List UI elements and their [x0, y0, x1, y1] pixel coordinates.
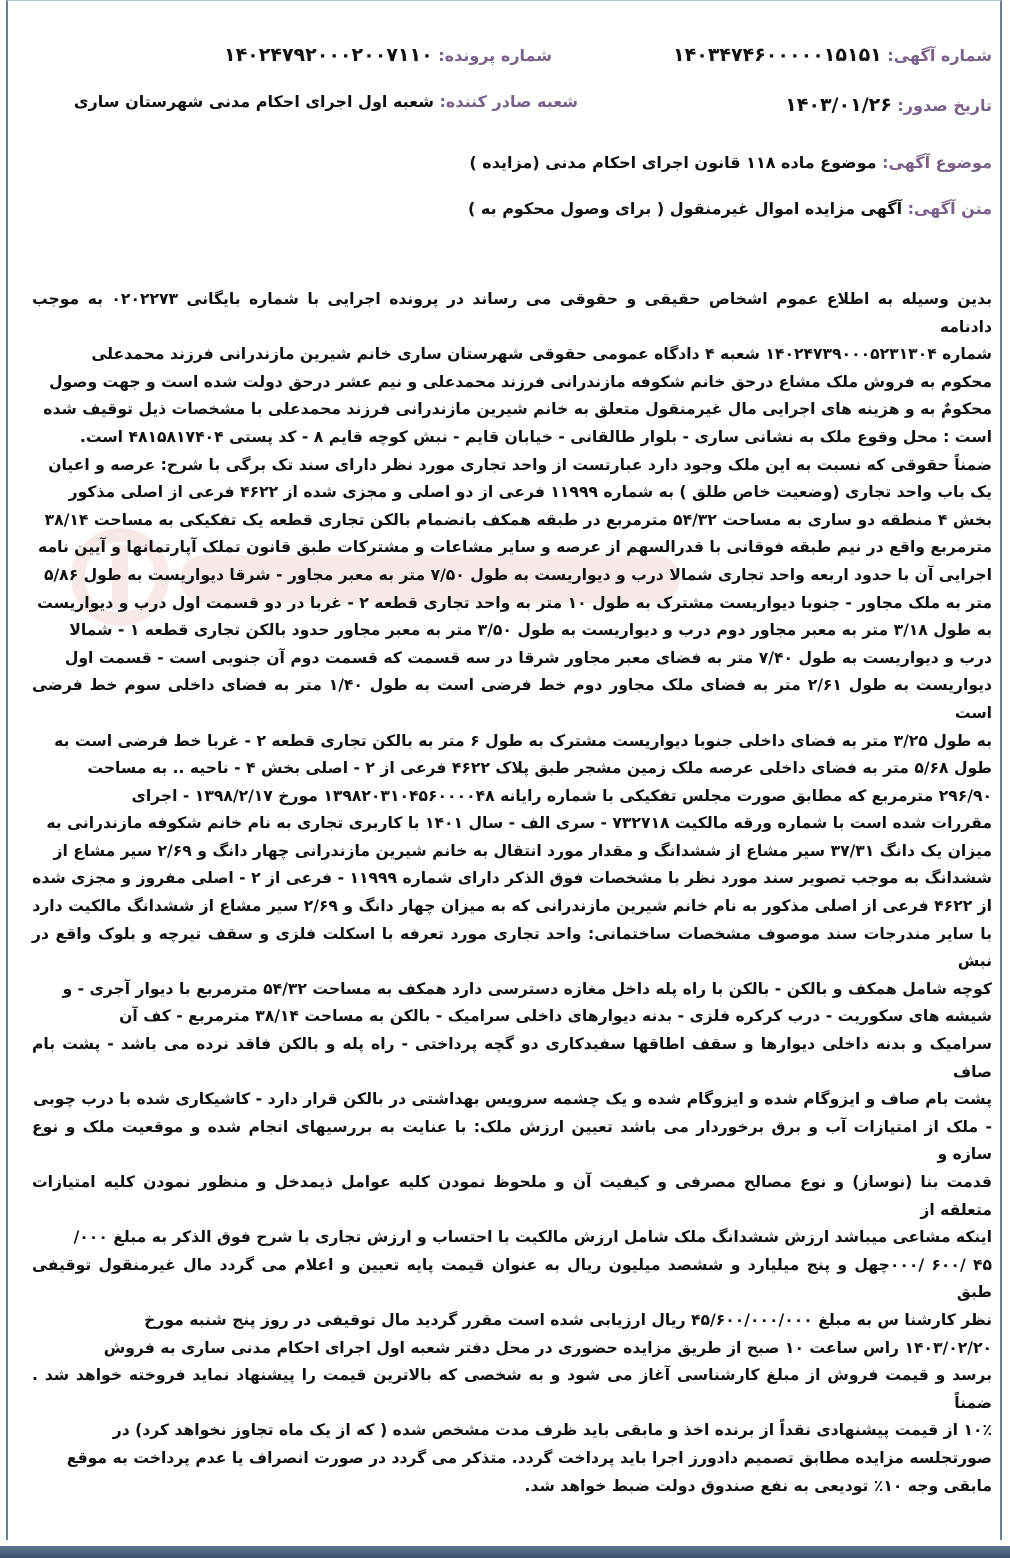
subject-value: موضوع ماده ۱۱۸ قانون اجرای احکام مدنی (مزایده )	[469, 153, 877, 172]
ad-number	[673, 44, 992, 66]
file-number-value: ۱۴۰۲۴۷۹۲۰۰۰۲۰۰۷۱۱۰	[223, 44, 433, 66]
body-line: دیواریست به طول ۲/۶۱ متر به فضای ملک مجاور دوم خط فرضی است به طول ۱/۴۰ متر به فضای داخلی سوم خط فرضی است	[32, 676, 992, 722]
body-line: به طول ۳/۱۸ متر به معبر مجاور دوم درب و دیواریست به طول ۳/۵۰ متر به معبر مجاور حدود بالکن تجاری قطعه ۱ - شمالا	[69, 621, 992, 640]
body-line: درب و دیواریست به طول ۷/۴۰ متر به فضای معبر مجاور شرقا در سه قسمت که قسمت دوم آن جنوبی است - قسمت اول	[64, 648, 992, 667]
body-line: مقررات شده است با شماره ورقه مالکیت ۷۳۲۷۱۸ - سری الف - سال ۱۴۰۱ با کاربری تجاری به نام خانم شکوفه مازندرانی به	[46, 814, 992, 833]
issue-date-value: ۱۴۰۳/۰۱/۲۶	[785, 94, 892, 116]
issuer	[74, 92, 578, 111]
body-line: شماره ۱۴۰۲۴۷۳۹۰۰۰۵۲۳۱۳۰۴ شعبه ۴ دادگاه عمومی حقوقی شهرستان ساری خانم شیرین مازندرانی فرزند محمدعلی	[91, 345, 992, 364]
body-line: طول ۵/۶۸ متر به فضای داخلی عرصه ملک زمین مشجر طبق پلاک ۴۶۲۲ فرعی از ۲ - اصلی بخش ۴ - ناحیه .. به مساحت	[87, 759, 992, 778]
body-line: اینکه مشاعی میباشد ارزش ششدانگ ملک شامل ارزش مالکیت با احتساب و ارزش تجاری با شرح فوق الذکر به مبلغ ۰۰۰/	[73, 1228, 992, 1247]
body-line: محکوم به فروش ملک مشاع درحق خانم شکوفه مازندرانی فرزند محمدعلی و نیم عشر درحق دولت شده است و جهت وصول	[49, 372, 992, 391]
issuer-label: شعبه صادر کننده:	[439, 92, 578, 111]
issuer-value: شعبه اول اجرای احکام مدنی شهرستان ساری	[73, 92, 434, 111]
body-line: به طول ۳/۲۵ متر به فضای داخلی جنوبا دیواریست مشترک به طول ۶ متر به بالکن تجاری قطعه ۲ - غربا خط فرضی است به	[54, 731, 992, 750]
body-line: مابقی وجه ۱۰٪ تودیعی به نفع صندوق دولت ضبط خواهد شد.	[524, 1476, 992, 1495]
body-line: نظر کارشنا س به مبلغ ۴۵/۶۰۰/۰۰۰/۰۰۰ ریال ارزیابی شده است مقرر گردید مال توقیفی در روز پنج شنبه مورخ	[144, 1310, 992, 1329]
ad-subject	[469, 153, 992, 172]
bottom-bar	[0, 1546, 1010, 1558]
body-line: صورتجلسه مزایده مطابق تصمیم دادورز اجرا باید پرداخت گردد. متذکر می گردد در صورت انصراف یا عدم پرداخت به موقع	[66, 1448, 992, 1467]
file-number	[224, 44, 552, 66]
body-line: ضمناً حقوقی که نسبت به این ملک وجود دارد عبارتست از واحد تجاری مورد نظر دارای سند تک برگی با شرح: عرصه و اعیان	[48, 455, 992, 474]
issue-date	[785, 94, 992, 116]
ad-number-value: ۱۴۰۳۴۷۴۶۰۰۰۰۰۱۵۱۵۱	[673, 44, 882, 66]
body-line: با سایر مندرجات سند موصوف مشخصات ساختمانی: واحد تجاری مورد تعرفه با اسکلت فلزی و سقف تیرچه و بلوک واقع در نبش	[32, 924, 992, 971]
body-line: میزان یک دانگ ۳۷/۳۱ سیر مشاع از ششدانگ و مقدار مورد انتقال به خانم شیرین مازندرانی چهار دانگ و ۲/۶۹ سیر مشاع از	[53, 841, 992, 860]
body-line: - ملک از امتیازات آب و برق برخوردار می باشد تعیین ارزش ملک: با عنایت به بررسیهای انجام شده و موقعیت ملک و نوع سازه و	[32, 1117, 992, 1164]
body-line: است : محل وقوع ملک به نشانی ساری - بلوار طالقانی - خیابان قایم - نبش کوچه قایم ۸ - کد پستی ۴۸۱۵۸۱۷۴۰۴ است.	[79, 427, 992, 446]
body-line: شیشه های سکوریت - درب کرکره فلزی - بدنه دیوارهای داخلی سرامیک - بالکن به مساحت ۳۸/۱۴ مترمربع - کف آن	[119, 1007, 992, 1026]
body-line: از ۴۶۲۲ فرعی از اصلی مذکور به نام خانم شیرین مازندرانی که به میزان چهار دانگ و ۲/۶۹ سیر مشاع از ششدانگ مالکیت دارد	[32, 897, 992, 916]
body-line: قدمت بنا (نوساز) و نوع مصالح مصرفی و کیفیت آن و ملحوظ نمودن کلیه عوامل ذیمدخل و منظور نمودن کلیه امتیازات متعلقه از	[32, 1173, 992, 1219]
text-value: آگهی مزایده اموال غیرمنقول ( برای وصول محکوم به )	[468, 199, 903, 218]
issue-date-label: تاریخ صدور:	[897, 96, 992, 115]
body-line: ششدانگ به موجب تصویر سند مورد نظر با مشخصات فوق الذکر دارای شماره ۱۱۹۹۹ - فرعی از ۲ - اصلی مفروز و مجزی شده	[32, 869, 992, 888]
body-line: اجرایی آن با حدود اربعه واحد تجاری شمالا درب و دیواریست به طول ۷/۵۰ متر به معبر مجاور - شرقا دیواریست به طول ۵/۸۶	[43, 565, 992, 584]
body-line: سرامیک و بدنه داخلی دیوارها و سقف اطاقها سفیدکاری دو گچه پرداختی - راه پله و بالکن فاقد نرده می باشد - پشت بام صاف	[32, 1035, 992, 1081]
body-line: ۱۴۰۳/۰۲/۲۰ راس ساعت ۱۰ صبح از طریق مزایده حضوری در محل دفتر شعبه اول اجرای احکام مدنی ساری به فروش	[103, 1338, 992, 1357]
ad-number-label: شماره آگهی:	[887, 46, 992, 65]
text-label: متن آگهی:	[907, 199, 992, 218]
ad-body	[32, 286, 992, 1500]
body-line: پشت بام صاف و ایزوگام شده و ایزوگام شده و یک چشمه سرویس بهداشتی در بالکن قرار دارد - کاشیکاری شده با درب چوبی	[33, 1090, 992, 1109]
ad-text-title	[468, 199, 992, 218]
file-number-label: شماره پرونده:	[438, 46, 552, 65]
body-line: برسد و قیمت فروش از مبلغ کارشناسی آغاز می شود و به شخصی که بالاترین قیمت را پیشنهاد نماید فروخته خواهد شد . ضمناً	[32, 1366, 992, 1412]
body-line: مترمربع واقع در نیم طبقه فوقانی با قدرالسهم از عرصه و سایر مشاعات و مشترکات طبق قانون تملک آپارتمانها و آیین نامه	[38, 538, 992, 557]
body-line: متر به ملک مجاور - جنوبا دیواریست مشترک به طول ۱۰ متر به واحد تجاری قطعه ۲ - غربا در دو قسمت اول درب و دیواریست	[37, 593, 992, 612]
body-line: ۱۰٪ از قیمت پیشنهادی نقداً از برنده اخذ و مابقی باید ظرف مدت مشخص شده ( که از یک ماه تجاوز نخواهد کرد) در	[112, 1421, 992, 1440]
body-line: کوچه شامل همکف و بالکن - بالکن با راه پله داخل مغازه دسترسی دارد همکف به مساحت ۵۴/۳۲ مترمربع با دیوار آجری - و	[62, 979, 992, 998]
subject-label: موضوع آگهی:	[882, 153, 992, 172]
body-line: ۴۵ /۶۰۰ /۰۰۰چهل و پنج میلیارد و ششصد میلیون ریال به عنوان قیمت پایه تعیین و اعلام می گردد مال غیرمنقول توقیفی طبق	[32, 1255, 993, 1302]
body-line: بخش ۴ منطقه دو ساری به مساحت ۵۴/۳۲ مترمربع در طبقه همکف بانضمام بالکن تجاری قطعه یک تفکیکی به مساحت ۳۸/۱۴	[44, 510, 992, 529]
body-line: بدین وسیله به اطلاع عموم اشخاص حقیقی و حقوقی می رساند در پرونده اجرایی با شماره بایگانی ۰۲۰۲۲۷۳ به موجب دادنامه	[32, 290, 992, 336]
body-line: ۲۹۶/۹۰ مترمربع که مطابق صورت مجلس تفکیکی با شماره رایانه ۱۳۹۸۲۰۳۱۰۴۵۶۰۰۰۰۴۸ مورخ ۱۳۹۸/۲/۱۷ - اجرای	[131, 786, 992, 805]
body-line: یک باب واحد تجاری (وضعیت خاص طلق ) به شماره ۱۱۹۹۹ فرعی از دو اصلی و مجزی شده از ۴۶۲۲ فرعی از اصلی مذکور	[68, 483, 992, 502]
body-line: محکومٌ به و هزینه های اجرایی مال غیرمنقول متعلق به خانم شیرین مازندرانی فرزند محمدعلی با مشخصات ذیل توقیف شده	[43, 400, 992, 419]
